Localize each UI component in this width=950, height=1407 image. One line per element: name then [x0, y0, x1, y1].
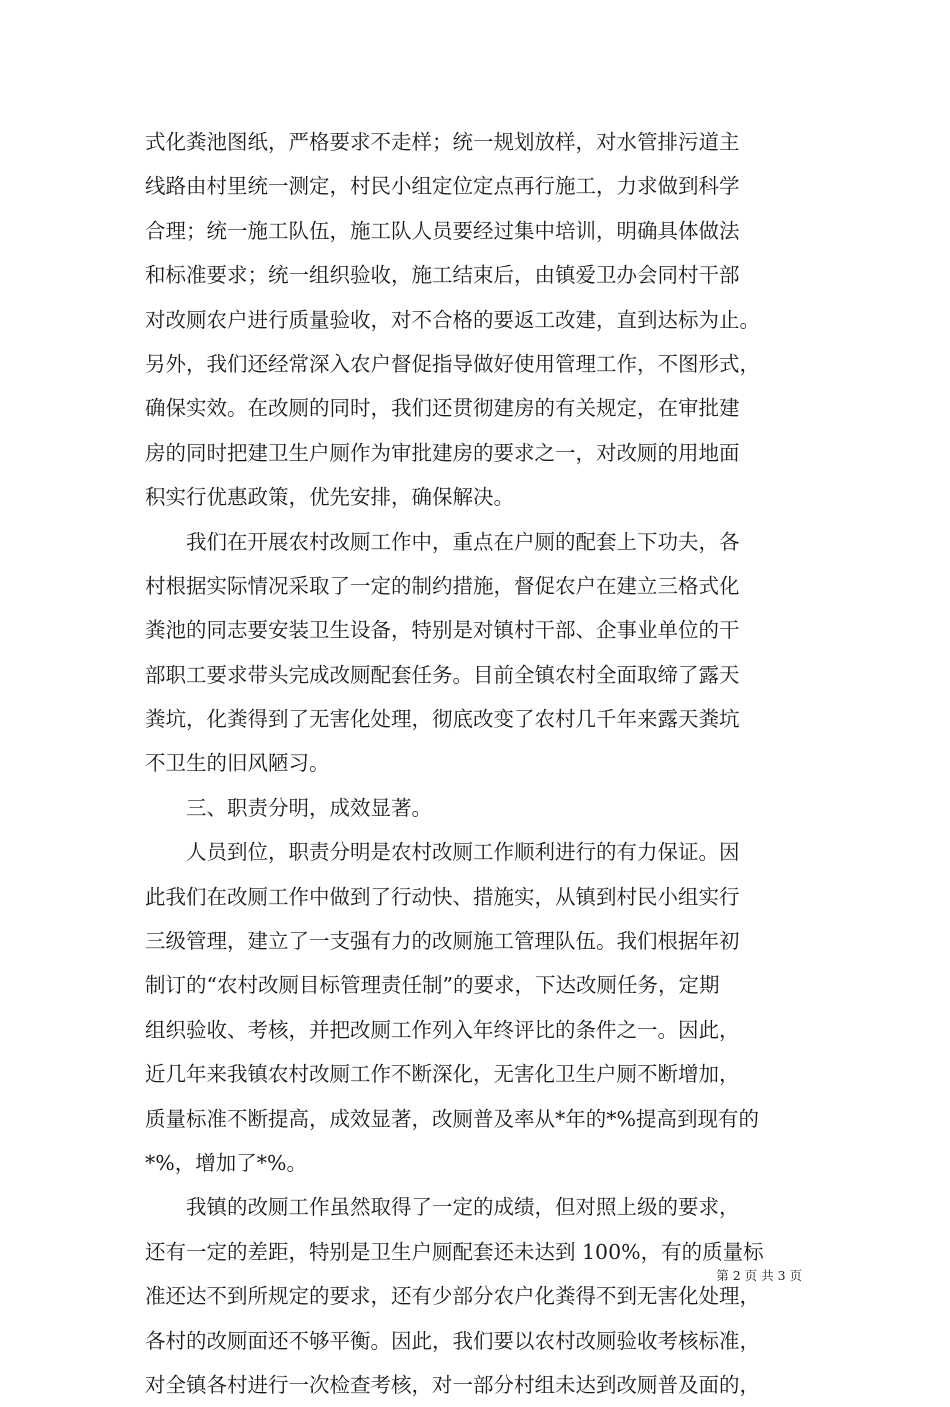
text-line: 组织验收、考核，并把改厕工作列入年终评比的条件之一。因此，: [145, 1017, 740, 1042]
text-line: 我们在开展农村改厕工作中，重点在户厕的配套上下功夫，各: [186, 529, 740, 554]
text-line: 三、职责分明，成效显著。: [186, 795, 432, 820]
text-line: 对全镇各村进行一次检查考核，对一部分村组未达到改厕普及面的，: [145, 1372, 760, 1397]
text-line: 积实行优惠政策，优先安排，确保解决。: [145, 485, 514, 510]
text-line: 制订的“农村改厕目标管理责任制”的要求，下达改厕任务，定期: [145, 973, 720, 998]
text-line: 线路由村里统一测定，村民小组定位定点再行施工，力求做到科学: [145, 174, 740, 199]
text-line: 对改厕农户进行质量验收，对不合格的要返工改建，直到达标为止。: [145, 307, 760, 332]
text-line: 各村的改厕面还不够平衡。因此，我们要以农村改厕验收考核标准，: [145, 1328, 760, 1353]
text-line: 房的同时把建卫生户厕作为审批建房的要求之一，对改厕的用地面: [145, 440, 740, 465]
text-line: 另外，我们还经常深入农户督促指导做好使用管理工作，不图形式，: [145, 351, 760, 376]
text-line: 还有一定的差距，特别是卫生户厕配套还未达到 100%，有的质量标: [145, 1239, 764, 1264]
text-line: 粪坑，化粪得到了无害化处理，彻底改变了农村几千年来露天粪坑: [145, 707, 740, 732]
text-line: 人员到位，职责分明是农村改厕工作顺利进行的有力保证。因: [186, 840, 740, 865]
text-line: 质量标准不断提高，成效显著，改厕普及率从*年的*%提高到现有的: [145, 1106, 759, 1131]
text-line: 不卫生的旧风陋习。: [145, 751, 330, 776]
text-line: 式化粪池图纸，严格要求不走样；统一规划放样，对水管排污道主: [145, 130, 740, 154]
text-line: *%，增加了*%。: [145, 1150, 307, 1175]
page-number: 第 2 页 共 3 页: [716, 1268, 802, 1283]
text-line: 此我们在改厕工作中做到了行动快、措施实，从镇到村民小组实行: [145, 884, 740, 909]
text-line: 三级管理，建立了一支强有力的改厕施工管理队伍。我们根据年初: [145, 929, 740, 954]
text-line: 确保实效。在改厕的同时，我们还贯彻建房的有关规定，在审批建: [145, 396, 740, 421]
text-line: 部职工要求带头完成改厕配套任务。目前全镇农村全面取缔了露天: [145, 662, 740, 687]
body-text: [145, 120, 825, 1407]
text-line: 近几年来我镇农村改厕工作不断深化，无害化卫生户厕不断增加，: [145, 1062, 740, 1087]
text-line: 合理；统一施工队伍，施工队人员要经过集中培训，明确具体做法: [145, 218, 740, 243]
text-line: 准还达不到所规定的要求，还有少部分农户化粪得不到无害化处理，: [145, 1284, 760, 1309]
text-line: 和标准要求；统一组织验收，施工结束后，由镇爱卫办会同村干部: [145, 263, 740, 288]
text-line: 村根据实际情况采取了一定的制约措施，督促农户在建立三格式化: [145, 573, 740, 598]
text-line: 粪池的同志要安装卫生设备，特别是对镇村干部、企事业单位的干: [145, 618, 740, 643]
text-line: 我镇的改厕工作虽然取得了一定的成绩，但对照上级的要求，: [186, 1195, 740, 1220]
